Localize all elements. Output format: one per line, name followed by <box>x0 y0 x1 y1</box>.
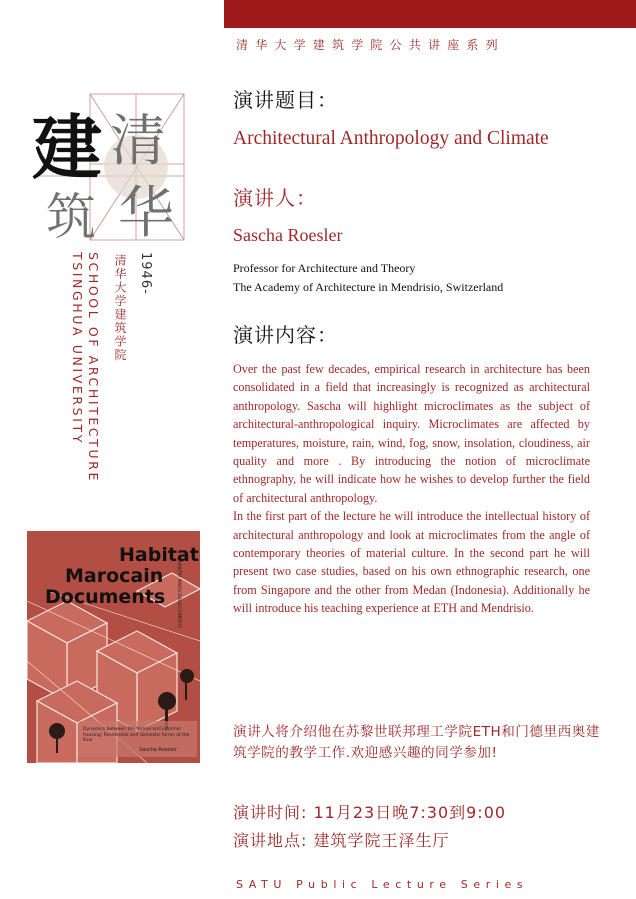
speaker-affiliation: The Academy of Architecture in Mendrisio, Switzerland <box>233 280 504 294</box>
university-name-en: TSINGHUA UNIVERSITY <box>70 252 85 445</box>
speaker-label: 演讲人： <box>233 186 317 210</box>
founding-year: 1946- <box>138 252 153 295</box>
summary-cn: 演讲人将介绍他在苏黎世联邦理工学院ETH和门德里西奥建筑学院的教学工作.欢迎感兴趣的同学参加! <box>233 724 600 761</box>
series-title-en: SATU Public Lecture Series <box>236 878 529 891</box>
logo-char-hua: 华 <box>118 181 174 246</box>
abstract-paragraph-1: Over the past few decades, empirical research in architecture has been consolidated in a field that increasingly is recognized as architectural anthropology. Sascha will highlight microclimates as the subject of architectural-anthropological inquiry. Microclimates are affected by temperatures, moisture, rain, wind, fog, snow, insolation, cloudiness, air quality and more . By introducing the notion of microclimate ethnography, he will indicate how he wishes to develop further the field of architectural anthropology. <box>233 362 590 505</box>
book-cover <box>27 531 200 763</box>
title-label: 演讲题目： <box>233 88 338 112</box>
book-title-line-3: Documents <box>45 586 166 608</box>
logo-char-jian: 建 <box>32 106 102 189</box>
school-logo <box>28 92 188 252</box>
book-subtitle: Dynamics between the formal and informal housing: Residential and domestic forms at the Ksar <box>83 727 190 743</box>
logo-char-qing: 清 <box>110 109 166 174</box>
logo-graphic <box>28 92 188 252</box>
speaker-info <box>233 259 503 297</box>
lecture-time: 演讲时间: 11月23日晚7:30到9:00 <box>233 803 507 822</box>
logo-char-zhu: 筑 <box>46 188 96 246</box>
school-name-cn: 清华大学建筑学院 <box>113 254 127 362</box>
speaker-role: Professor for Architecture and Theory <box>233 261 416 275</box>
lecture-abstract <box>233 360 590 618</box>
abstract-paragraph-2: In the first part of the lecture he will introduce the intellectual history of architectural anthropology and look at microclimates from the angle of contemporary theories of material culture. In the second part he will present two case studies, based on his own ethnographic research, one from Singapore and the other from Medan (Indonesia). Additionally he will introduce his teaching experience at ETH and Mendrisio. <box>233 509 590 616</box>
book-author: Sascha Roesler <box>139 747 177 753</box>
series-title-cn: 清华大学建筑学院公共讲座系列 <box>236 38 505 52</box>
book-title-line-2: Marocain <box>65 565 164 587</box>
content-label: 演讲内容： <box>233 323 338 347</box>
school-name-en: SCHOOL OF ARCHITECTURE <box>86 252 101 483</box>
speaker-name: Sascha Roesler <box>233 225 343 245</box>
lecture-title: Architectural Anthropology and Climate <box>233 128 549 149</box>
top-accent-bar <box>224 0 636 28</box>
book-title-line-1: Habitat <box>119 544 199 566</box>
lecture-venue: 演讲地点: 建筑学院王泽生厅 <box>233 831 450 850</box>
book-spine-text: HABITAT MAROCAIN DOCUMENTS <box>177 561 182 628</box>
